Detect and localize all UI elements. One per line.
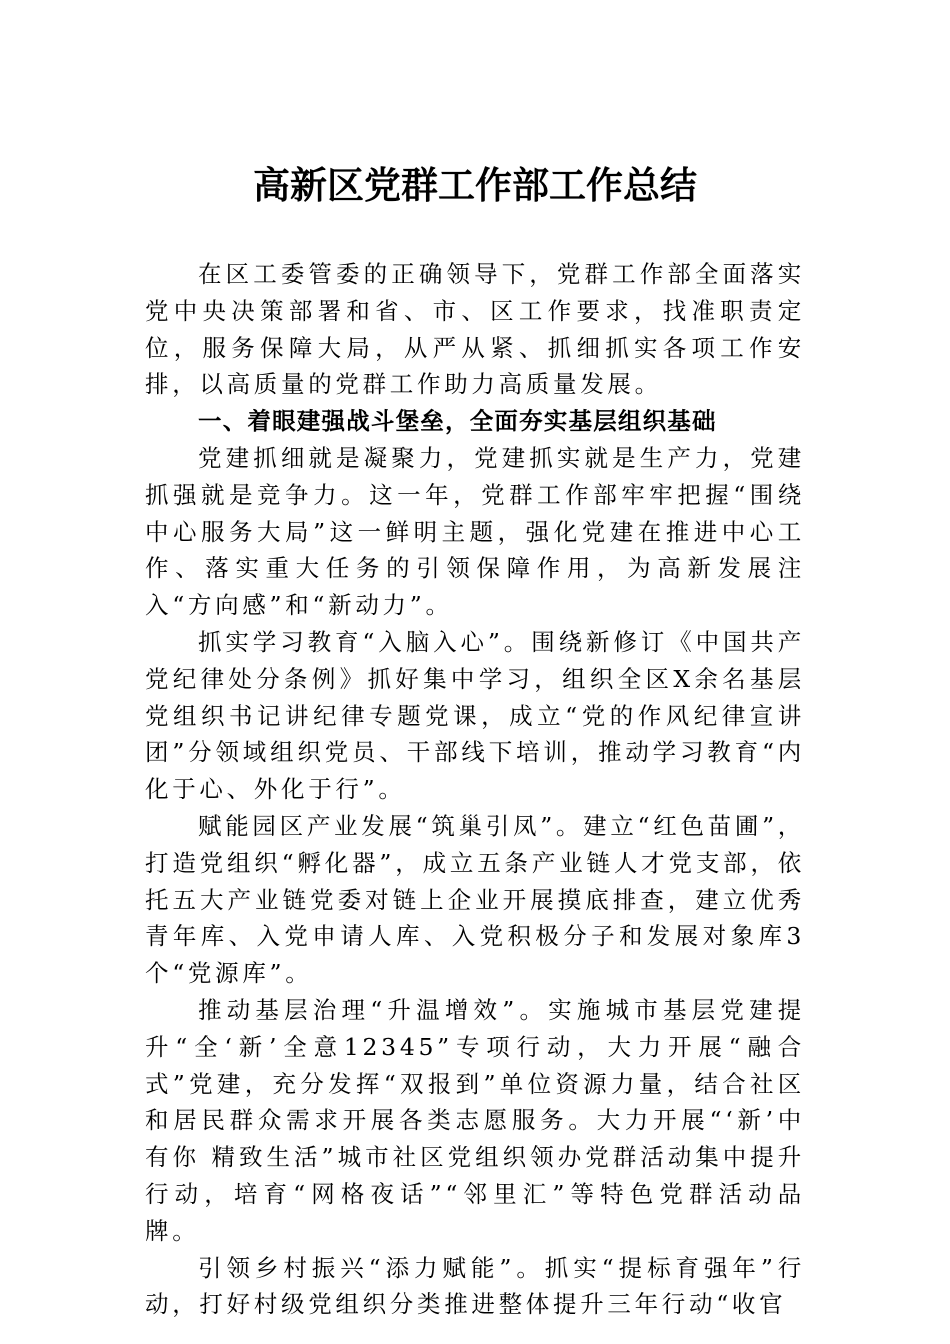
intro-paragraph: 在区工委管委的正确领导下，党群工作部全面落实党中央决策部署和省、市、区工作要求，找准职责定位，服务保障大局，从严从紧、抓细抓实各项工作安排，以高质量的党群工作助力高质量发展。 — [145, 260, 805, 399]
document-body — [145, 256, 805, 1323]
document-title: 高新区党群工作部工作总结 — [253, 163, 697, 207]
section-heading: 一、着眼建强战斗堡垒，全面夯实基层组织基础 — [198, 407, 717, 436]
body-paragraph: 推动基层治理“升温增效”。实施城市基层党建提升“全‘新’全意12345”专项行动，大力开展“融合式”党建，充分发挥“双报到”单位资源力量，结合社区和居民群众需求开展各类志愿服务。大力开展“‘新’中有你 精致生活”城市社区党组织领办党群活动集中提升行动，培育“网格夜话”“邻里汇”等特色党群活动品牌。 — [145, 995, 805, 1245]
body-paragraph: 党建抓细就是凝聚力，党建抓实就是生产力，党建抓强就是竞争力。这一年，党群工作部牢牢把握“围绕中心服务大局”这一鲜明主题，强化党建在推进中心工作、落实重大任务的引领保障作用，为高新发展注入“方向感”和“新动力”。 — [145, 443, 805, 620]
body-paragraph: 赋能园区产业发展“筑巢引凤”。建立“红色苗圃”，打造党组织“孵化器”，成立五条产业链人才党支部，依托五大产业链党委对链上企业开展摸底排查，建立优秀青年库、入党申请人库、入党积极分子和发展对象库3个“党源库”。 — [145, 811, 805, 988]
body-paragraph: 抓实学习教育“入脑入心”。围绕新修订《中国共产党纪律处分条例》抓好集中学习，组织全区X余名基层党组织书记讲纪律专题党课，成立“党的作风纪律宣讲团”分领域组织党员、干部线下培训，推动学习教育“内化于心、外化于行”。 — [145, 627, 805, 804]
body-paragraph: 引领乡村振兴“添力赋能”。抓实“提标育强年”行动，打好村级党组织分类推进整体提升三年行动“收官 — [145, 1253, 805, 1319]
